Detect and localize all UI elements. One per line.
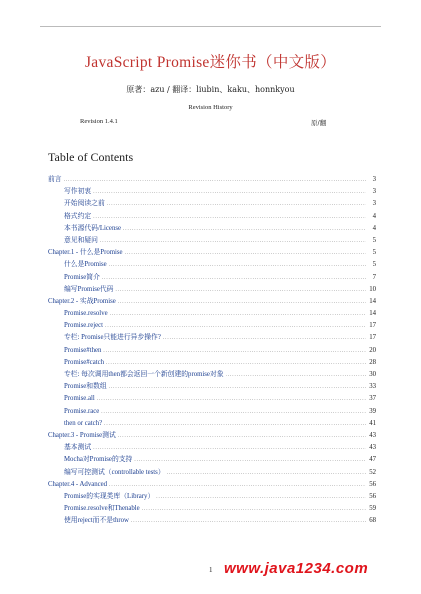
toc-entry-page: 3 bbox=[372, 200, 376, 208]
toc-section-link[interactable] bbox=[48, 393, 376, 405]
toc-entry-page: 17 bbox=[369, 322, 376, 330]
toc-entry-label: Chapter.4 - Advanced bbox=[48, 480, 108, 488]
toc-entry-label: Promise的实现类库（Library） bbox=[64, 492, 155, 500]
toc-section-link[interactable] bbox=[48, 454, 376, 466]
toc-entry-page: 47 bbox=[369, 456, 376, 464]
toc-section-link[interactable] bbox=[48, 369, 376, 381]
toc-entry-label: Chapter.2 - 实战Promise bbox=[48, 297, 116, 305]
toc-chapter-link[interactable] bbox=[48, 247, 376, 259]
toc-heading: Table of Contents bbox=[48, 150, 134, 164]
toc-entry-label: Promise#then bbox=[64, 346, 102, 354]
toc-dot-leader bbox=[103, 346, 366, 358]
toc-entry-label: 专栏: Promise只能进行异步操作? bbox=[64, 334, 161, 342]
toc-section-link[interactable] bbox=[48, 503, 376, 515]
page-number: 1 bbox=[209, 566, 213, 574]
toc-dot-leader bbox=[226, 370, 366, 382]
toc-entry-page: 10 bbox=[369, 285, 376, 293]
toc-dot-leader bbox=[93, 443, 366, 455]
toc-section-link[interactable] bbox=[48, 467, 376, 479]
toc-section-link[interactable] bbox=[48, 223, 376, 235]
toc-entry-label: 开始阅读之前 bbox=[64, 200, 105, 208]
toc-entry-label: 专栏: 每次调用then都会返回一个新创建的promise对象 bbox=[64, 371, 224, 378]
toc-entry-label: then or catch? bbox=[64, 419, 103, 427]
toc-entry-label: Promise.resolve bbox=[64, 310, 108, 318]
toc-entry-page: 43 bbox=[369, 431, 376, 439]
toc-section-link[interactable] bbox=[48, 406, 376, 418]
toc-entry-page: 4 bbox=[372, 212, 376, 220]
toc-entry-label: 编写可控测试（controllable tests） bbox=[64, 468, 165, 476]
toc-chapter-link[interactable] bbox=[48, 430, 376, 442]
toc-entry-page: 39 bbox=[369, 407, 376, 415]
revision-history-label: Revision History bbox=[188, 104, 233, 111]
toc-section-link[interactable] bbox=[48, 418, 376, 430]
toc-dot-leader bbox=[102, 273, 366, 285]
toc-entry-page: 41 bbox=[369, 419, 376, 427]
document-title: JavaScript Promise迷你书（中文版） bbox=[84, 54, 337, 71]
toc-dot-leader bbox=[109, 260, 366, 272]
toc-entry-page: 56 bbox=[369, 480, 376, 488]
toc-entry-page: 33 bbox=[369, 383, 376, 391]
toc-dot-leader bbox=[167, 468, 366, 480]
toc-section-link[interactable] bbox=[48, 198, 376, 210]
toc-entry-label: Promise#catch bbox=[64, 358, 105, 366]
toc-section-link[interactable] bbox=[48, 332, 376, 344]
toc-entry-label: Promise.all bbox=[64, 395, 95, 403]
top-divider bbox=[40, 26, 381, 27]
toc-dot-leader bbox=[115, 285, 366, 297]
table-of-contents bbox=[48, 174, 376, 527]
toc-entry-page: 17 bbox=[369, 334, 376, 342]
toc-entry-label: 前言 bbox=[48, 176, 62, 183]
toc-entry-label: Chapter.3 - Promise测试 bbox=[48, 431, 116, 439]
toc-dot-leader bbox=[118, 431, 366, 443]
toc-section-link[interactable] bbox=[48, 235, 376, 247]
toc-entry-label: Promise.reject bbox=[64, 322, 104, 330]
toc-entry-page: 28 bbox=[369, 358, 376, 366]
toc-chapter-link[interactable] bbox=[48, 296, 376, 308]
toc-entry-label: 基本测试 bbox=[64, 444, 92, 452]
toc-entry-page: 56 bbox=[369, 492, 376, 500]
toc-dot-leader bbox=[131, 516, 366, 528]
toc-entry-page: 59 bbox=[369, 505, 376, 513]
toc-entry-label: Chapter.1 - 什么是Promise bbox=[48, 249, 123, 257]
toc-section-link[interactable] bbox=[48, 211, 376, 223]
toc-section-link[interactable] bbox=[48, 491, 376, 503]
toc-dot-leader bbox=[156, 492, 366, 504]
toc-entry-label: 使用reject而不是throw bbox=[64, 517, 129, 525]
toc-entry-page: 37 bbox=[369, 395, 376, 403]
toc-section-link[interactable] bbox=[48, 381, 376, 393]
toc-section-link[interactable] bbox=[48, 357, 376, 369]
toc-entry-label: 编写Promise代码 bbox=[64, 285, 114, 293]
toc-section-link[interactable] bbox=[48, 259, 376, 271]
toc-entry-label: Promise简介 bbox=[64, 273, 100, 281]
toc-section-link[interactable] bbox=[48, 186, 376, 198]
toc-dot-leader bbox=[142, 504, 366, 516]
toc-entry-label: 格式约定 bbox=[64, 212, 92, 220]
toc-dot-leader bbox=[101, 407, 366, 419]
toc-entry-page: 3 bbox=[372, 176, 376, 183]
toc-dot-leader bbox=[97, 394, 366, 406]
toc-dot-leader bbox=[109, 382, 366, 394]
toc-entry-label: Promise.race bbox=[64, 407, 100, 415]
toc-dot-leader bbox=[64, 175, 366, 187]
toc-entry-label: Promise.resolve和Thenable bbox=[64, 505, 140, 513]
toc-section-link[interactable] bbox=[48, 284, 376, 296]
toc-section-link[interactable] bbox=[48, 515, 376, 527]
toc-entry-page: 3 bbox=[372, 188, 376, 196]
toc-dot-leader bbox=[104, 419, 366, 431]
toc-entry-page: 20 bbox=[369, 346, 376, 354]
revision-author: 原/翻 bbox=[311, 119, 327, 127]
toc-entry-label: 本书源代码/License bbox=[64, 224, 122, 232]
toc-dot-leader bbox=[107, 199, 366, 211]
toc-entry-label: 写作初衷 bbox=[64, 188, 92, 196]
toc-entry-page: 5 bbox=[372, 249, 376, 257]
toc-entry-page: 5 bbox=[372, 236, 376, 244]
toc-dot-leader bbox=[134, 455, 366, 467]
toc-dot-leader bbox=[118, 297, 366, 309]
document-authors: 原著：azu / 翻译：liubin、kaku、honnkyou bbox=[126, 85, 295, 94]
toc-dot-leader bbox=[100, 236, 366, 248]
toc-entry-page: 68 bbox=[369, 517, 376, 525]
toc-dot-leader bbox=[93, 187, 366, 199]
toc-entry-page: 14 bbox=[369, 310, 376, 318]
toc-entry-page: 52 bbox=[369, 468, 376, 476]
watermark: www.java1234.com bbox=[224, 560, 369, 577]
toc-entry-page: 30 bbox=[369, 371, 376, 378]
toc-dot-leader bbox=[110, 309, 366, 321]
toc-section-link[interactable] bbox=[48, 345, 376, 357]
revision-number: Revision 1.4.1 bbox=[80, 118, 118, 125]
toc-entry-page: 4 bbox=[372, 224, 376, 232]
toc-dot-leader bbox=[93, 212, 366, 224]
toc-entry-label: 什么是Promise bbox=[64, 261, 107, 269]
toc-chapter-link[interactable] bbox=[48, 174, 376, 186]
toc-entry-label: 意见和疑问 bbox=[64, 236, 98, 244]
toc-entry-page: 43 bbox=[369, 444, 376, 452]
toc-section-link[interactable] bbox=[48, 442, 376, 454]
toc-entry-label: Promise和数组 bbox=[64, 383, 107, 391]
toc-section-link[interactable] bbox=[48, 308, 376, 320]
toc-section-link[interactable] bbox=[48, 272, 376, 284]
toc-entry-page: 7 bbox=[372, 273, 376, 281]
toc-chapter-link[interactable] bbox=[48, 479, 376, 491]
toc-dot-leader bbox=[125, 248, 366, 260]
toc-section-link[interactable] bbox=[48, 320, 376, 332]
toc-entry-page: 5 bbox=[372, 261, 376, 269]
toc-dot-leader bbox=[123, 224, 366, 236]
toc-dot-leader bbox=[163, 333, 366, 345]
toc-entry-label: Mocha对Promise的支持 bbox=[64, 456, 133, 464]
toc-entry-page: 14 bbox=[369, 297, 376, 305]
